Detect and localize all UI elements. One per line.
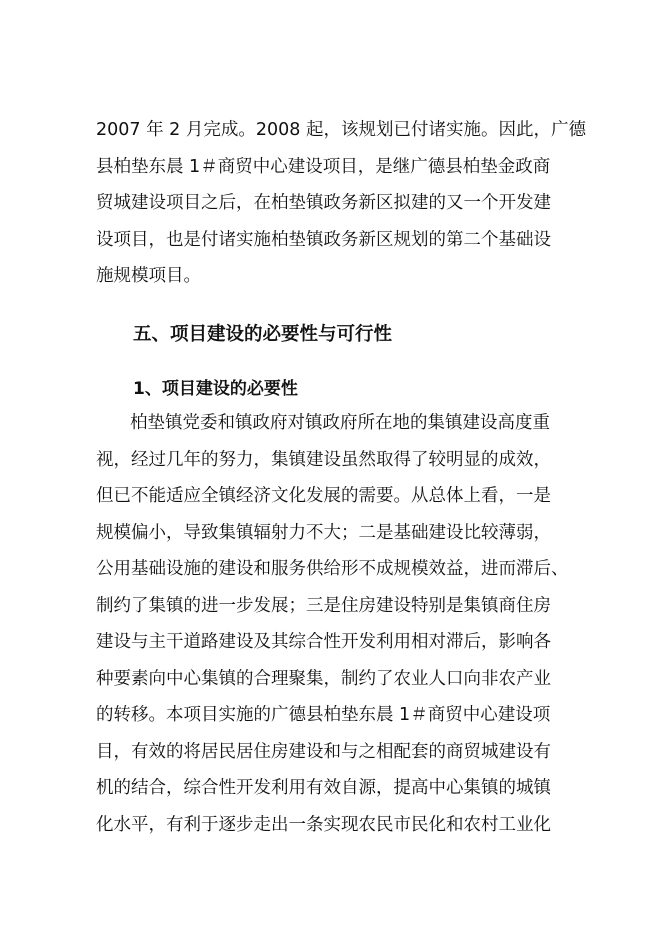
paragraph-line: 建设与主干道路建设及其综合性开发利用相对滞后，影响各 bbox=[96, 632, 551, 652]
paragraph-line: 贸城建设项目之后，在柏垫镇政务新区拟建的又一个开发建 bbox=[96, 193, 551, 213]
subsection-heading: 1、项目建设的必要性 bbox=[133, 379, 298, 399]
paragraph-line: 县柏垫东晨 1＃商贸中心建设项目，是继广德县柏垫金政商 bbox=[96, 156, 551, 177]
section-heading: 五、项目建设的必要性与可行性 bbox=[133, 324, 393, 345]
paragraph-line: 规模偏小，导致集镇辐射力不大；二是基础建设比较薄弱， bbox=[96, 522, 551, 543]
paragraph-line: 机的结合，综合性开发利用有效自源，提高中心集镇的城镇 bbox=[96, 778, 551, 798]
paragraph-line: 2007 年 2 月完成。2008 起，该规划已付诸实施。因此，广德 bbox=[96, 120, 586, 140]
paragraph-line: 施规模项目。 bbox=[96, 266, 201, 286]
paragraph-line: 公用基础设施的建设和服务供给形不成规模效益，进而滞后、 bbox=[96, 559, 569, 579]
paragraph-line: 制约了集镇的进一步发展；三是住房建设特别是集镇商住房 bbox=[96, 595, 551, 616]
paragraph-intro bbox=[96, 112, 586, 295]
paragraph-line: 化水平，有利于逐步走出一条实现农民市民化和农村工业化 bbox=[96, 814, 551, 835]
paragraph-line: 种要素向中心集镇的合理聚集，制约了农业人口向非农产业 bbox=[96, 668, 551, 689]
paragraph-line: 视，经过几年的努力，集镇建设虽然取得了较明显的成效， bbox=[96, 449, 551, 470]
paragraph-necessity bbox=[96, 405, 576, 843]
paragraph-line: 但已不能适应全镇经济文化发展的需要。从总体上看，一是 bbox=[96, 486, 551, 506]
paragraph-line: 设项目，也是付诸实施柏垫镇政务新区规划的第二个基础设 bbox=[96, 229, 551, 250]
paragraph-line: 柏垫镇党委和镇政府对镇政府所在地的集镇建设高度重 bbox=[130, 413, 550, 433]
paragraph-line: 目，有效的将居民居住房建设和与之相配套的商贸城建设有 bbox=[96, 741, 551, 762]
paragraph-line: 的转移。本项目实施的广德县柏垫东晨 1＃商贸中心建设项 bbox=[96, 705, 551, 725]
